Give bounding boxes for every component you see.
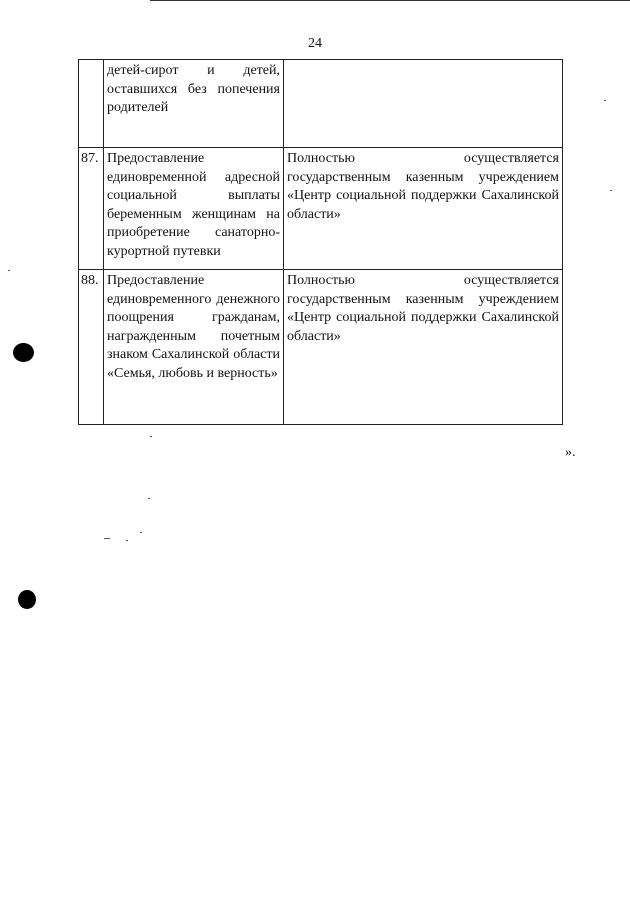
table-row xyxy=(79,60,563,148)
scan-speck xyxy=(126,540,128,541)
service-name: Предоставление единовременной адресной социальной выплаты беременным женщинам на приобретение санаторно-курортной путевки xyxy=(104,148,284,270)
scan-speck xyxy=(148,498,150,499)
scan-top-edge-line xyxy=(150,0,630,1)
services-table xyxy=(78,59,563,425)
scan-speck xyxy=(104,538,110,539)
page-number: 24 xyxy=(308,36,322,51)
punch-hole-mark xyxy=(13,343,34,362)
service-name: Предоставление единовременного денежного поощрения гражданам, награжденным почетным знаком Сахалинской области «Семья, любовь и верность» xyxy=(104,270,284,425)
scan-speck xyxy=(610,190,612,191)
scan-speck xyxy=(150,436,152,437)
scan-speck xyxy=(140,532,142,533)
punch-hole-mark xyxy=(18,590,36,609)
service-provider-note: Полностью осуществляется государственным казенным учреждением «Центр социальной поддержки Сахалинской области» xyxy=(284,270,563,425)
row-number xyxy=(79,60,104,148)
scan-speck xyxy=(604,100,606,101)
service-provider-note xyxy=(284,60,563,148)
service-provider-note: Полностью осуществляется государственным казенным учреждением «Центр социальной поддержки Сахалинской области» xyxy=(284,148,563,270)
service-name: детей-сирот и детей, оставшихся без попечения родителей xyxy=(104,60,284,148)
table-row xyxy=(79,270,563,425)
closing-quote-mark: ». xyxy=(565,445,576,460)
table-row xyxy=(79,148,563,270)
scan-speck xyxy=(8,270,10,271)
row-number: 87. xyxy=(79,148,104,270)
row-number: 88. xyxy=(79,270,104,425)
